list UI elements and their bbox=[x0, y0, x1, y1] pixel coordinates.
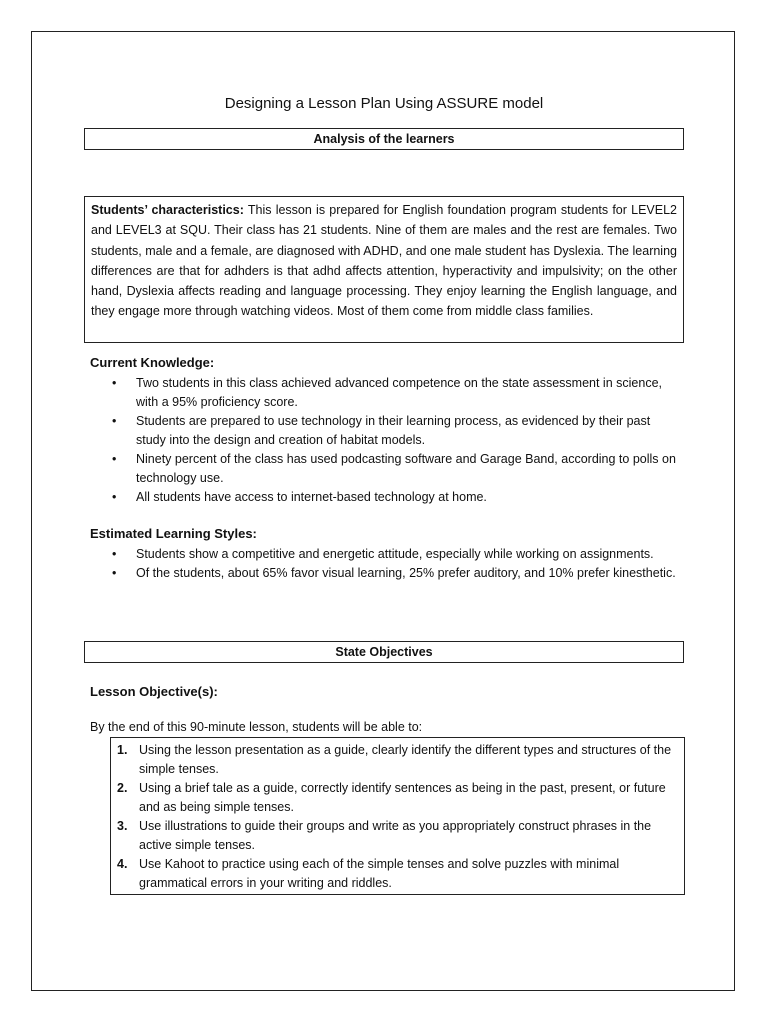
objectives-list bbox=[117, 741, 678, 893]
list-item bbox=[117, 741, 678, 779]
list-item-text: Ninety percent of the class has used podcasting software and Garage Band, according to polls on technology use. bbox=[136, 452, 676, 485]
learning-styles-list bbox=[90, 545, 680, 583]
list-item-text: Of the students, about 65% favor visual learning, 25% prefer auditory, and 10% prefer kinesthetic. bbox=[136, 566, 676, 580]
lesson-objectives-heading: Lesson Objective(s): bbox=[90, 684, 218, 699]
bullet-icon: • bbox=[112, 566, 117, 580]
bullet-icon: • bbox=[112, 376, 117, 390]
characteristics-text: This lesson is prepared for English foundation program students for LEVEL2 and LEVEL3 at SQU. Their class has 21 students. Nine of them are males and the rest are females. Two students, male and a female, are diagnosed with ADHD, and one male student has Dyslexia. The learning differences are that for adhders is that adhd affects attention, hyperactivity and impulsivity; on the other hand, Dyslexia affects reading and language processing. They enjoy learning the English language, and they engage more through watching videos. Most of them come from middle class families. bbox=[91, 203, 677, 319]
learning-styles-heading: Estimated Learning Styles: bbox=[90, 526, 257, 541]
item-number: 1. bbox=[117, 743, 128, 757]
document-title: Designing a Lesson Plan Using ASSURE model bbox=[224, 95, 544, 112]
objectives-intro: By the end of this 90-minute lesson, students will be able to: bbox=[90, 720, 423, 734]
bullet-icon: • bbox=[112, 414, 117, 428]
list-item-text: Students show a competitive and energetic attitude, especially while working on assignments. bbox=[136, 547, 654, 561]
list-item bbox=[117, 817, 678, 855]
list-item-text: Two students in this class achieved advanced competence on the state assessment in science, with a 95% proficiency score. bbox=[136, 376, 662, 409]
list-item bbox=[90, 374, 680, 412]
list-item-text: Students are prepared to use technology in their learning process, as evidenced by their past study into the design and creation of habitat models. bbox=[136, 414, 651, 447]
list-item bbox=[90, 545, 680, 564]
list-item bbox=[117, 855, 678, 893]
list-item-text: Using the lesson presentation as a guide, clearly identify the different types and structures of the simple tenses. bbox=[139, 743, 672, 776]
list-item-text: Use illustrations to guide their groups and write as you appropriately construct phrases in the active simple tenses. bbox=[139, 819, 652, 852]
students-characteristics-box bbox=[84, 196, 684, 343]
bullet-icon: • bbox=[112, 452, 117, 466]
objectives-box bbox=[110, 737, 685, 895]
current-knowledge-list bbox=[90, 374, 680, 507]
item-number: 2. bbox=[117, 781, 128, 795]
list-item-text: Use Kahoot to practice using each of the simple tenses and solve puzzles with minimal grammatical errors in your writing and riddles. bbox=[139, 857, 620, 890]
item-number: 4. bbox=[117, 857, 128, 871]
item-number: 3. bbox=[117, 819, 128, 833]
list-item bbox=[90, 488, 680, 507]
bullet-icon: • bbox=[112, 490, 117, 504]
list-item-text: Using a brief tale as a guide, correctly identify sentences as being in the past, present, or future and as being simple tenses. bbox=[139, 781, 666, 814]
characteristics-label: Students’ characteristics: bbox=[91, 203, 244, 217]
list-item-text: All students have access to internet-based technology at home. bbox=[136, 490, 487, 504]
list-item bbox=[90, 450, 680, 488]
bullet-icon: • bbox=[112, 547, 117, 561]
list-item bbox=[90, 412, 680, 450]
list-item bbox=[117, 779, 678, 817]
state-objectives-heading: State Objectives bbox=[84, 641, 684, 663]
analysis-section-heading: Analysis of the learners bbox=[84, 128, 684, 150]
list-item bbox=[90, 564, 680, 583]
current-knowledge-heading: Current Knowledge: bbox=[90, 355, 215, 370]
